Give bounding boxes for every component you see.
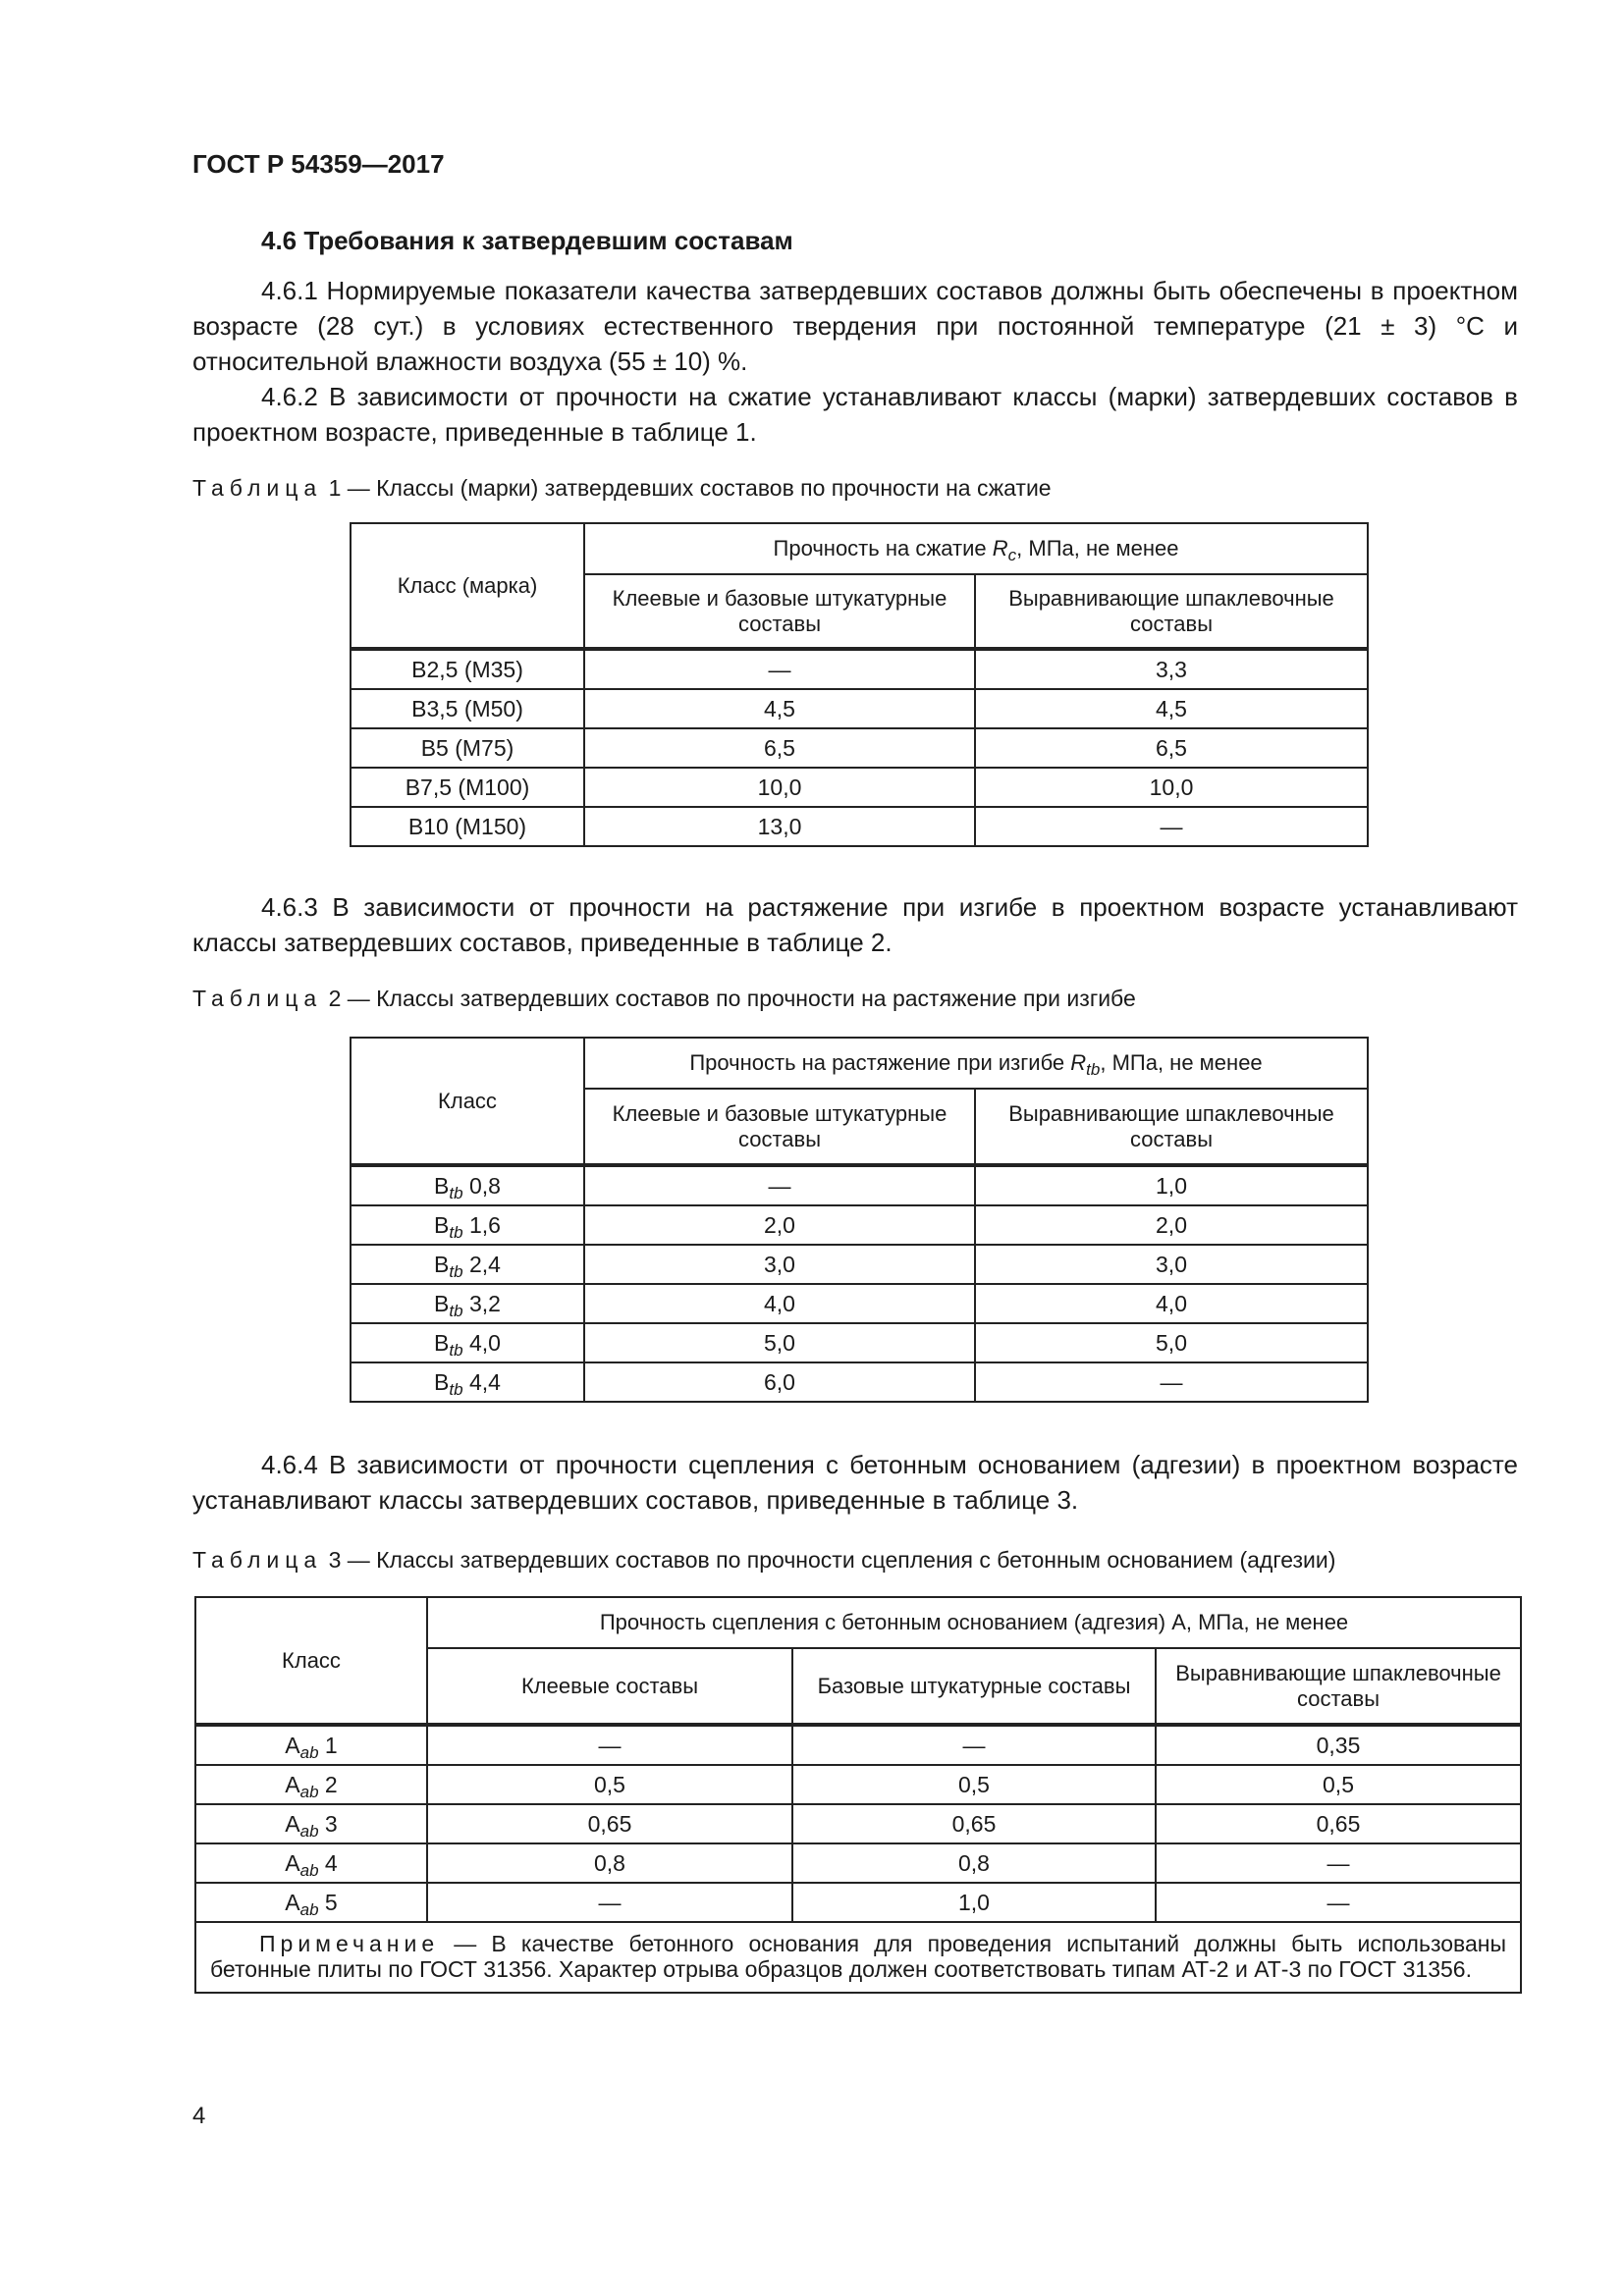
table3-cell-adhesive: — — [427, 1725, 792, 1765]
note-word: Примечание — [259, 1931, 440, 1956]
table3-note — [195, 1922, 1521, 1993]
table-row — [351, 807, 1368, 846]
table1-header-group: Прочность на сжатие $R_c$, МПа, не менее — [584, 523, 1368, 574]
table2-cell-adhesive-base: 2,0 — [584, 1205, 975, 1245]
table3-caption-text: 3 — Классы затвердевших составов по прочности сцепления с бетонным основанием (адгезии) — [322, 1547, 1336, 1573]
table3-cell-leveling: — — [1156, 1843, 1521, 1883]
table2-header-leveling: Выравнивающие шпаклевочные составы — [975, 1089, 1368, 1165]
table3-cell-class: $A_{ab}$ 1 — [195, 1725, 427, 1765]
table3-cell-base-plaster: 0,8 — [792, 1843, 1156, 1883]
table3-cell-adhesive: 0,8 — [427, 1843, 792, 1883]
table-row — [195, 1765, 1521, 1804]
table2-cell-leveling: 4,0 — [975, 1284, 1368, 1323]
table3-header-base-plaster: Базовые штукатурные составы — [792, 1648, 1156, 1725]
table2-cell-leveling: 1,0 — [975, 1165, 1368, 1205]
table2-cell-adhesive-base: 3,0 — [584, 1245, 975, 1284]
paragraph-4-6-3: 4.6.3 В зависимости от прочности на растяжение при изгибе в проектном возрасте устанавливают классы затвердевших составов, приведенные в таблице 2. — [192, 892, 1518, 957]
table2-cell-class: $B_{tb}$ 1,6 — [351, 1205, 584, 1245]
table1-cell-adhesive-base: 10,0 — [584, 768, 975, 807]
table3-cell-base-plaster: — — [792, 1725, 1156, 1765]
table2-caption-word: Таблица — [192, 986, 323, 1011]
table2-cell-class: $B_{tb}$ 3,2 — [351, 1284, 584, 1323]
table1-cell-class: В10 (М150) — [351, 807, 584, 846]
table1 — [350, 522, 1369, 847]
table1-cell-adhesive-base: 4,5 — [584, 689, 975, 728]
table2-cell-adhesive-base: 5,0 — [584, 1323, 975, 1362]
table-row — [351, 1284, 1368, 1323]
table2-cell-adhesive-base: 6,0 — [584, 1362, 975, 1402]
paragraph-4-6-4: 4.6.4 В зависимости от прочности сцепления с бетонным основанием (адгезии) в проектном возрасте устанавливают классы затвердевших составов, приведенные в таблице 3. — [192, 1450, 1518, 1515]
table3 — [194, 1596, 1522, 1994]
table2-caption-text: 2 — Классы затвердевших составов по прочности на растяжение при изгибе — [322, 986, 1136, 1011]
table3-cell-adhesive: 0,65 — [427, 1804, 792, 1843]
table1-cell-leveling: 4,5 — [975, 689, 1368, 728]
table3-cell-adhesive: — — [427, 1883, 792, 1922]
table-row — [351, 649, 1368, 689]
table1-header-adhesive-base: Клеевые и базовые штукатурные составы — [584, 574, 975, 649]
table2-cell-class: $B_{tb}$ 0,8 — [351, 1165, 584, 1205]
table3-cell-base-plaster: 0,65 — [792, 1804, 1156, 1843]
table3-caption — [192, 1547, 1335, 1574]
table2-cell-leveling: 3,0 — [975, 1245, 1368, 1284]
table-row — [195, 1725, 1521, 1765]
section-title: 4.6 Требования к затвердевшим составам — [261, 226, 793, 255]
table3-header-class: Класс — [195, 1597, 427, 1725]
table3-header-leveling: Выравнивающие шпаклевочные составы — [1156, 1648, 1521, 1725]
table1-cell-leveling: 10,0 — [975, 768, 1368, 807]
table2-cell-adhesive-base: — — [584, 1165, 975, 1205]
paragraph-4-6-1: 4.6.1 Нормируемые показатели качества затвердевших составов должны быть обеспечены в проектном возрасте (28 сут.) в условиях естественного твердения при постоянной температуре (21 ± 3) °С и относительной влажности воздуха (55 ± 10) %. — [192, 276, 1518, 376]
table3-cell-leveling: 0,5 — [1156, 1765, 1521, 1804]
table-row — [195, 1843, 1521, 1883]
table1-cell-adhesive-base: 13,0 — [584, 807, 975, 846]
table1-cell-adhesive-base: — — [584, 649, 975, 689]
table2-header-class: Класс — [351, 1038, 584, 1165]
table1-cell-class: В7,5 (М100) — [351, 768, 584, 807]
table2-header-group: Прочность на растяжение при изгибе $R_{tb}$, МПа, не менее — [584, 1038, 1368, 1089]
table1-cell-class: В3,5 (М50) — [351, 689, 584, 728]
table2-cell-leveling: 5,0 — [975, 1323, 1368, 1362]
table3-cell-class: $A_{ab}$ 2 — [195, 1765, 427, 1804]
table2-caption — [192, 986, 1136, 1012]
table3-header-adhesive: Клеевые составы — [427, 1648, 792, 1725]
table1-caption-word: Таблица — [192, 475, 323, 501]
table2-cell-adhesive-base: 4,0 — [584, 1284, 975, 1323]
table3-cell-leveling: — — [1156, 1883, 1521, 1922]
standard-designation: ГОСТ Р 54359—2017 — [192, 149, 445, 179]
table1-cell-adhesive-base: 6,5 — [584, 728, 975, 768]
table-row — [351, 1165, 1368, 1205]
table-row — [351, 1245, 1368, 1284]
table3-cell-class: $A_{ab}$ 5 — [195, 1883, 427, 1922]
table3-cell-leveling: 0,35 — [1156, 1725, 1521, 1765]
table2-cell-class: $B_{tb}$ 4,0 — [351, 1323, 584, 1362]
table-row — [195, 1883, 1521, 1922]
table3-cell-leveling: 0,65 — [1156, 1804, 1521, 1843]
table3-cell-class: $A_{ab}$ 4 — [195, 1843, 427, 1883]
table3-cell-base-plaster: 1,0 — [792, 1883, 1156, 1922]
table2 — [350, 1037, 1369, 1403]
table2-header-adhesive-base: Клеевые и базовые штукатурные составы — [584, 1089, 975, 1165]
table3-header-group: Прочность сцепления с бетонным основанием (адгезия) А, МПа, не менее — [427, 1597, 1521, 1648]
table1-caption-text: 1 — Классы (марки) затвердевших составов по прочности на сжатие — [322, 475, 1052, 501]
table-row — [351, 689, 1368, 728]
page-number: 4 — [192, 2103, 206, 2129]
table-row — [351, 728, 1368, 768]
note-text: — В качестве бетонного основания для проведения испытаний должны быть использованы бетонные плиты по ГОСТ 31356. Характер отрыва образцов должен соответствовать типам АТ-2 и АТ-3 по ГОСТ 31356. — [210, 1931, 1507, 1982]
table2-cell-leveling: — — [975, 1362, 1368, 1402]
table1-header-class: Класс (марка) — [351, 523, 584, 649]
table-row — [351, 768, 1368, 807]
table2-cell-class: $B_{tb}$ 2,4 — [351, 1245, 584, 1284]
table1-caption — [192, 475, 1052, 502]
table1-cell-class: В5 (М75) — [351, 728, 584, 768]
table3-cell-class: $A_{ab}$ 3 — [195, 1804, 427, 1843]
table1-cell-class: В2,5 (М35) — [351, 649, 584, 689]
document-page — [192, 0, 1518, 2296]
paragraph-4-6-2: 4.6.2 В зависимости от прочности на сжатие устанавливают классы (марки) затвердевших составов в проектном возрасте, приведенные в таблице 1. — [192, 382, 1518, 447]
table1-header-leveling: Выравнивающие шпаклевочные составы — [975, 574, 1368, 649]
table-row — [195, 1804, 1521, 1843]
table2-cell-class: $B_{tb}$ 4,4 — [351, 1362, 584, 1402]
table-row — [351, 1205, 1368, 1245]
table1-cell-leveling: — — [975, 807, 1368, 846]
table3-cell-adhesive: 0,5 — [427, 1765, 792, 1804]
table1-cell-leveling: 6,5 — [975, 728, 1368, 768]
table-row — [351, 1323, 1368, 1362]
table3-caption-word: Таблица — [192, 1547, 323, 1573]
table2-cell-leveling: 2,0 — [975, 1205, 1368, 1245]
table3-cell-base-plaster: 0,5 — [792, 1765, 1156, 1804]
table1-cell-leveling: 3,3 — [975, 649, 1368, 689]
table-row — [351, 1362, 1368, 1402]
